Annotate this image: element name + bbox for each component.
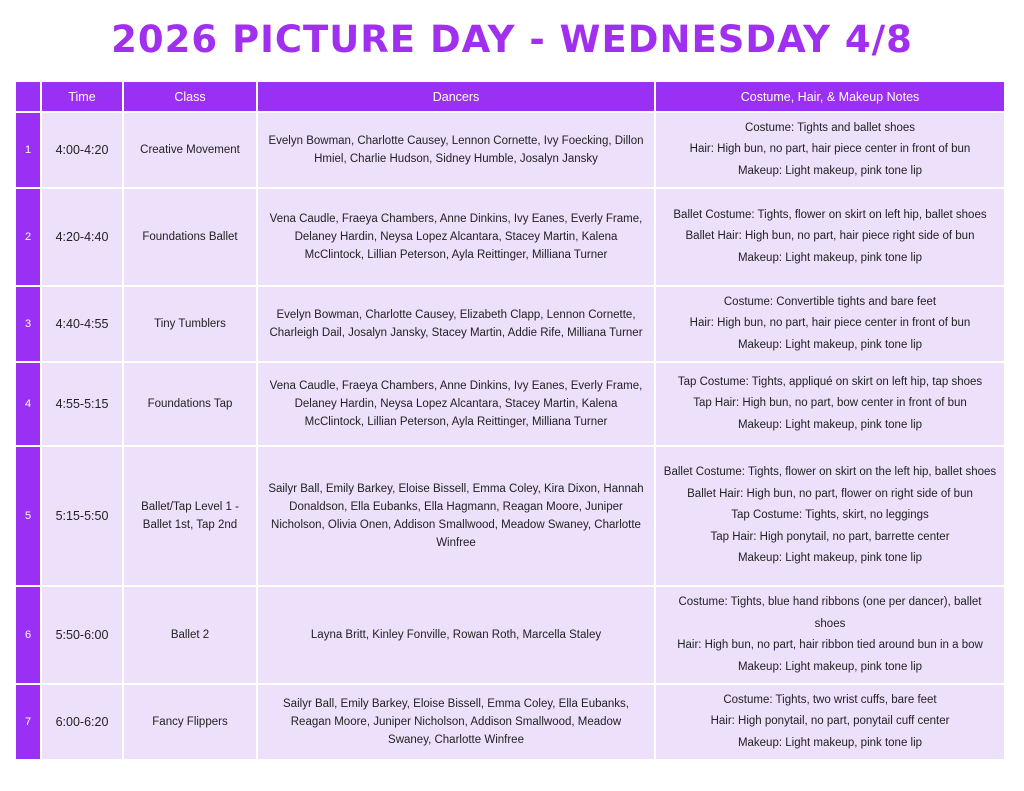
header-notes: Costume, Hair, & Makeup Notes <box>656 82 1004 111</box>
row-number: 3 <box>16 287 40 361</box>
note-line: Ballet Costume: Tights, flower on skirt on the left hip, ballet shoes <box>663 466 997 479</box>
dancers-cell: Vena Caudle, Fraeya Chambers, Anne Dinkins, Ivy Eanes, Everly Frame, Delaney Hardin, Neysa Lopez Alcantara, Stacey Martin, Kalena McClintock, Lillian Peterson, Ayla Reittinger, Milliana Turner <box>258 363 654 445</box>
class-cell: Fancy Flippers <box>124 685 256 759</box>
note-line: Ballet Hair: High bun, no part, hair piece right side of bun <box>685 230 975 243</box>
schedule-body <box>16 113 1004 759</box>
note-line: Hair: High bun, no part, hair ribbon tied around bun in a bow <box>677 639 983 651</box>
note-line: Makeup: Light makeup, pink tone lip <box>737 251 923 264</box>
schedule-table <box>14 80 1006 761</box>
class-cell: Ballet 2 <box>124 587 256 683</box>
row-number: 7 <box>16 685 40 759</box>
header-row <box>16 82 1004 111</box>
note-line: Tap Costume: Tights, skirt, no leggings <box>731 509 929 522</box>
class-cell: Foundations Tap <box>124 363 256 445</box>
notes-cell <box>656 287 1004 361</box>
table-row <box>16 447 1004 585</box>
time-cell: 6:00-6:20 <box>42 685 122 759</box>
header-time: Time <box>42 82 122 111</box>
table-row <box>16 685 1004 759</box>
note-line: Tap Costume: Tights, appliqué on skirt on left hip, tap shoes <box>677 375 983 388</box>
time-cell: 4:55-5:15 <box>42 363 122 445</box>
note-line: Tap Hair: High ponytail, no part, barrette center <box>710 530 950 543</box>
header-num <box>16 82 40 111</box>
time-cell: 4:20-4:40 <box>42 189 122 285</box>
dancers-cell: Sailyr Ball, Emily Barkey, Eloise Bissell, Emma Coley, Ella Eubanks, Reagan Moore, Juniper Nicholson, Addison Smallwood, Meadow Swaney, Charlotte Winfree <box>258 685 654 759</box>
class-cell: Tiny Tumblers <box>124 287 256 361</box>
time-cell: 4:00-4:20 <box>42 113 122 187</box>
row-number: 2 <box>16 189 40 285</box>
notes-cell <box>656 447 1004 585</box>
note-line: Ballet Costume: Tights, flower on skirt on left hip, ballet shoes <box>673 208 987 221</box>
table-row <box>16 189 1004 285</box>
note-line: Hair: High bun, no part, hair piece center in front of bun <box>689 143 971 156</box>
row-number: 4 <box>16 363 40 445</box>
page-title: 2026 PICTURE DAY - WEDNESDAY 4/8 <box>111 18 913 61</box>
table-row <box>16 113 1004 187</box>
note-line: Tap Hair: High bun, no part, bow center in front of bun <box>693 397 967 410</box>
dancers-cell: Layna Britt, Kinley Fonville, Rowan Roth, Marcella Staley <box>258 587 654 683</box>
dancers-cell: Sailyr Ball, Emily Barkey, Eloise Bissell, Emma Coley, Kira Dixon, Hannah Donaldson, Ella Eubanks, Ella Hagmann, Reagan Moore, Juniper Nicholson, Olivia Onen, Addison Smallwood, Meadow Swaney, Charlotte Winfree <box>258 447 654 585</box>
row-number: 6 <box>16 587 40 683</box>
table-row <box>16 587 1004 683</box>
dancers-cell: Vena Caudle, Fraeya Chambers, Anne Dinkins, Ivy Eanes, Everly Frame, Delaney Hardin, Neysa Lopez Alcantara, Stacey Martin, Kalena McClintock, Lillian Peterson, Ayla Reittinger, Milliana Turner <box>258 189 654 285</box>
header-dancers: Dancers <box>258 82 654 111</box>
notes-cell <box>656 685 1004 759</box>
note-line: Costume: Convertible tights and bare feet <box>723 295 937 308</box>
row-number: 5 <box>16 447 40 585</box>
note-line: Makeup: Light makeup, pink tone lip <box>737 418 923 431</box>
notes-cell <box>656 189 1004 285</box>
dancers-cell: Evelyn Bowman, Charlotte Causey, Elizabeth Clapp, Lennon Cornette, Charleigh Dail, Josalyn Jansky, Stacey Martin, Addie Rife, Milliana Turner <box>258 287 654 361</box>
notes-cell <box>656 587 1004 683</box>
dancers-cell: Evelyn Bowman, Charlotte Causey, Lennon Cornette, Ivy Foecking, Dillon Hmiel, Charlie Hudson, Sidney Humble, Josalyn Jansky <box>258 113 654 187</box>
note-line: Hair: High bun, no part, hair piece center in front of bun <box>689 317 971 330</box>
note-line: Makeup: Light makeup, pink tone lip <box>737 552 923 565</box>
note-line: Hair: High ponytail, no part, ponytail cuff center <box>710 715 950 728</box>
row-number: 1 <box>16 113 40 187</box>
time-cell: 5:15-5:50 <box>42 447 122 585</box>
note-line: Costume: Tights, two wrist cuffs, bare feet <box>723 693 937 706</box>
time-cell: 5:50-6:00 <box>42 587 122 683</box>
table-row <box>16 363 1004 445</box>
note-line: Makeup: Light makeup, pink tone lip <box>737 164 923 177</box>
class-cell: Foundations Ballet <box>124 189 256 285</box>
note-line: Costume: Tights, blue hand ribbons (one per dancer), ballet shoes <box>678 596 982 630</box>
note-line: Makeup: Light makeup, pink tone lip <box>737 736 923 749</box>
note-line: Makeup: Light makeup, pink tone lip <box>737 338 923 351</box>
table-row <box>16 287 1004 361</box>
note-line: Ballet Hair: High bun, no part, flower on right side of bun <box>687 487 973 500</box>
note-line: Costume: Tights and ballet shoes <box>744 121 916 134</box>
class-cell: Creative Movement <box>124 113 256 187</box>
time-cell: 4:40-4:55 <box>42 287 122 361</box>
notes-cell <box>656 363 1004 445</box>
class-cell: Ballet/Tap Level 1 - Ballet 1st, Tap 2nd <box>124 447 256 585</box>
header-class: Class <box>124 82 256 111</box>
notes-cell <box>656 113 1004 187</box>
note-line: Makeup: Light makeup, pink tone lip <box>737 660 923 673</box>
